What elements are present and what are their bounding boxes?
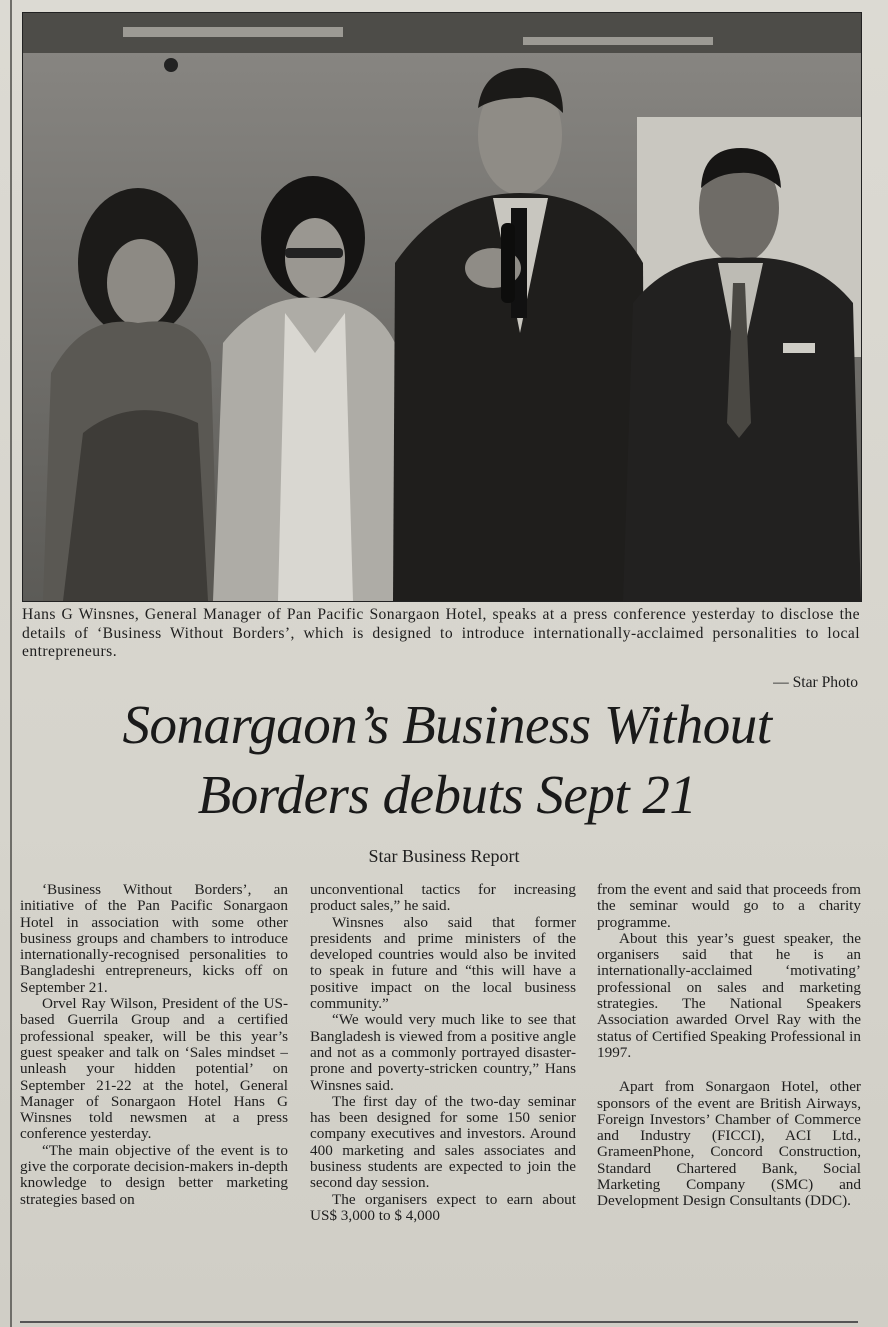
bottom-rule <box>20 1321 858 1323</box>
paragraph: Orvel Ray Wilson, President of the US-based Guerrila Group and a certified professional speaker, will be this year’s guest speaker and talk on ‘Sales mindset – unleash your hidden potential’ on September 21-22 at the hotel, General Manager of Sonargaon Hotel Hans G Winsnes told newsmen at a press conference yesterday. <box>20 995 288 1143</box>
headline <box>22 690 872 830</box>
paragraph: Winsnes also said that former presidents and prime ministers of the developed countries would also be invited to speak in future and “this will have a positive impact on the local business community.” <box>310 913 576 1013</box>
headline-line-2: Borders debuts Sept 21 <box>197 764 697 825</box>
press-conference-photo <box>22 12 862 602</box>
column-rule <box>10 0 12 1327</box>
headline-line-1: Sonargaon’s Business Without <box>122 694 772 755</box>
paragraph: The organisers expect to earn about US$ 3,000 to $ 4,000 <box>310 1190 576 1224</box>
paragraph: About this year’s guest speaker, the organisers said that he is an internationally-acclaimed ‘motivating’ professional on sales and marketing strategies. The National Speakers Association awarded Orvel Ray with the status of Certified Speaking Professional in 1997. <box>597 929 861 1061</box>
paragraph: The first day of the two-day seminar has been designed for some 150 senior company executives and investors. Around 400 marketing and sales associates and business students are expected to join the second day session. <box>310 1092 576 1192</box>
article-column-3 <box>597 882 861 1317</box>
article-column-2 <box>310 882 576 1317</box>
paragraph: from the event and said that proceeds from the seminar would go to a charity programme. <box>597 882 861 931</box>
paragraph: “The main objective of the event is to give the corporate decision-makers in-depth knowledge to design better marketing strategies based on <box>20 1141 288 1208</box>
paragraph: “We would very much like to see that Bangladesh is viewed from a positive angle and not as a commonly portrayed disaster-prone and poverty-stricken country,” Hans Winsnes said. <box>310 1011 576 1094</box>
paragraph: ‘Business Without Borders’, an initiative of the Pan Pacific Sonargaon Hotel in association with some other business groups and chambers to introduce internationally-recognised personalities to Bangladeshi entrepreneurs, kicks off on September 21. <box>20 882 288 996</box>
byline: Star Business Report <box>368 846 520 866</box>
photo-credit: — Star Photo <box>773 674 858 691</box>
photo-caption: Hans G Winsnes, General Manager of Pan Pacific Sonargaon Hotel, speaks at a press conference yesterday to disclose the details of ‘Business Without Borders’, which is designed to introduce internationally-acclaimed personalities to local entrepreneurs. <box>22 606 860 660</box>
photo-illustration <box>23 13 861 601</box>
paragraph: Apart from Sonargaon Hotel, other sponsors of the event are British Airways, Foreign Investors’ Chamber of Commerce and Industry (FICCI), ACI Ltd., GrameenPhone, Concord Construction, Standard Chartered Bank, Social Marketing Company (SMC) and Development Design Consultants (DDC). <box>597 1078 861 1210</box>
paragraph: unconventional tactics for increasing product sales,” he said. <box>310 882 576 915</box>
article-column-1 <box>20 882 288 1317</box>
